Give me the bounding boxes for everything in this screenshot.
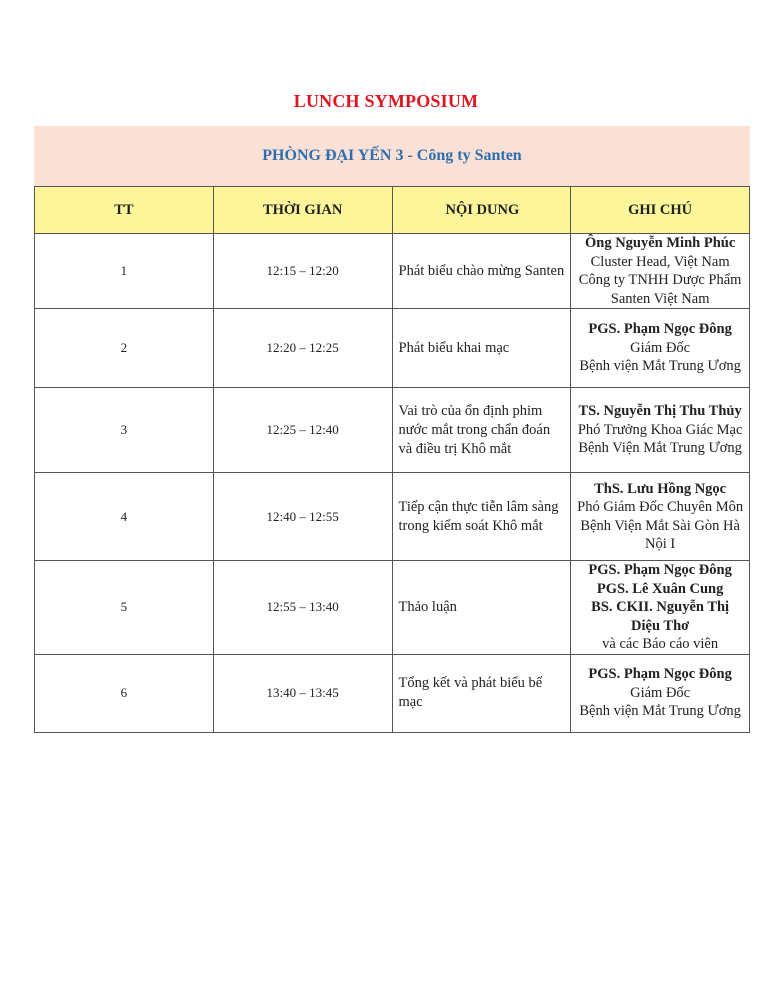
table-row (35, 654, 750, 732)
time-slot: 12:55 – 13:40 (213, 561, 392, 655)
column-header-notes: GHI CHÚ (571, 187, 750, 234)
speaker-name: ThS. Lưu Hồng Ngọc (594, 480, 727, 497)
speaker-name: PGS. Phạm Ngọc Đông (588, 666, 732, 683)
speaker-detail: Bệnh viện Mắt Trung Ương (579, 703, 741, 720)
row-number: 2 (35, 309, 214, 388)
speaker-detail: Phó Trưởng Khoa Giác Mạc (577, 421, 743, 438)
table-row (35, 561, 750, 655)
page-title: LUNCH SYMPOSIUM (293, 91, 479, 111)
time-slot: 12:15 – 12:20 (213, 234, 392, 309)
speaker-name: PGS. Phạm Ngọc Đông (588, 562, 732, 578)
speaker-detail: Giám Đốc (630, 684, 691, 701)
schedule-table (34, 126, 750, 733)
time-slot: 12:25 – 12:40 (213, 388, 392, 473)
time-slot: 13:40 – 13:45 (213, 654, 392, 732)
time-slot: 12:40 – 12:55 (213, 473, 392, 561)
session-content: Phát biểu khai mạc (392, 309, 571, 388)
time-slot: 12:20 – 12:25 (213, 309, 392, 388)
column-header-row (35, 187, 750, 234)
speaker-detail: và các Báo cáo viên (602, 636, 719, 652)
speaker-name: PGS. Phạm Ngọc Đông (588, 321, 732, 338)
room-header-row (35, 126, 750, 187)
speaker-detail: Bệnh viện Mắt Trung Ương (579, 358, 741, 375)
column-header-content: NỘI DUNG (392, 187, 571, 234)
column-header-time: THỜI GIAN (213, 187, 392, 234)
speaker-detail: Cluster Head, Việt Nam (590, 253, 730, 270)
speaker-name: PGS. Lê Xuân Cung (596, 580, 724, 597)
session-content: Phát biểu chào mừng Santen (392, 234, 571, 309)
speaker-detail: Bệnh Viện Mắt Sài Gòn Hà Nội I (580, 517, 740, 552)
row-number: 6 (35, 654, 214, 732)
session-notes (571, 234, 750, 309)
table-row (35, 234, 750, 309)
row-number: 1 (35, 234, 214, 309)
session-notes (571, 654, 750, 732)
table-row (35, 309, 750, 388)
column-header-tt: TT (35, 187, 214, 234)
room-name: PHÒNG ĐẠI YẾN 3 - Công ty Santen (35, 126, 750, 187)
speaker-name: BS. CKII. Nguyễn Thị Diệu Thơ (591, 599, 730, 634)
row-number: 4 (35, 473, 214, 561)
speaker-detail: Công ty TNHH Dược Phẩm Santen Việt Nam (578, 272, 742, 307)
session-notes (571, 561, 750, 655)
table-row (35, 473, 750, 561)
speaker-detail: Giám Đốc (630, 339, 691, 356)
speaker-detail: Bệnh Viện Mắt Trung Ương (578, 440, 742, 457)
speaker-detail: Phó Giám Đốc Chuyên Môn (577, 499, 744, 515)
row-number: 3 (35, 388, 214, 473)
session-content: Thảo luận (392, 561, 571, 655)
speaker-name: TS. Nguyễn Thị Thu Thủy (578, 403, 742, 420)
speaker-name: Ông Nguyễn Minh Phúc (584, 235, 736, 251)
row-number: 5 (35, 561, 214, 655)
session-notes (571, 473, 750, 561)
session-notes (571, 388, 750, 473)
session-content: Tổng kết và phát biểu bế mạc (392, 654, 571, 732)
session-content: Tiếp cận thực tiễn lâm sàng trong kiểm soát Khô mắt (392, 473, 571, 561)
session-notes (571, 309, 750, 388)
table-row (35, 388, 750, 473)
session-content: Vai trò của ổn định phim nước mắt trong chẩn đoán và điều trị Khô mắt (392, 388, 571, 473)
